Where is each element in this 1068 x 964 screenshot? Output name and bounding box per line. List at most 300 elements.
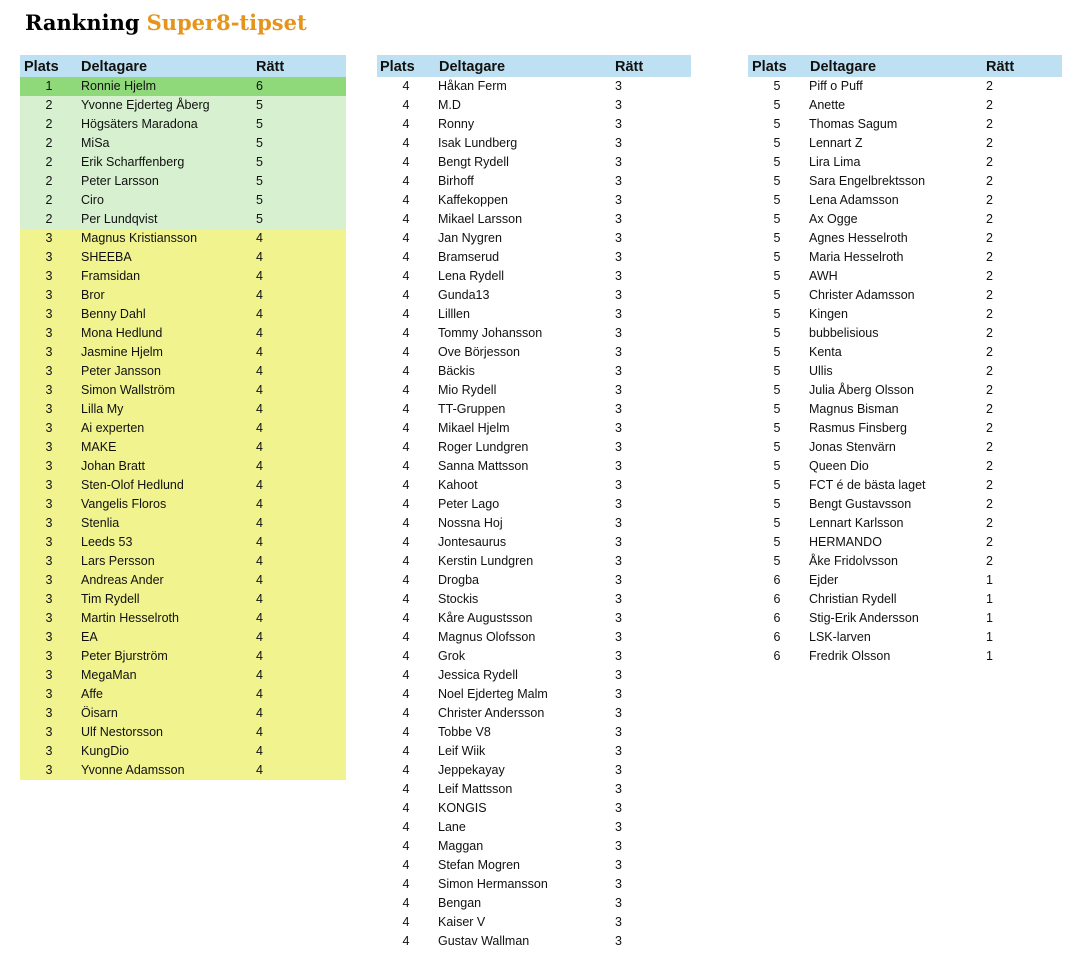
table-row — [377, 96, 691, 115]
cell-ratt: 4 — [256, 497, 263, 511]
cell-ratt: 3 — [615, 440, 622, 454]
cell-plats: 4 — [402, 725, 410, 739]
cell-plats: 5 — [773, 155, 781, 169]
table-row — [748, 267, 1062, 286]
cell-plats: 3 — [45, 402, 53, 416]
table-row — [748, 229, 1062, 248]
table-row — [377, 647, 691, 666]
cell-ratt: 2 — [986, 155, 993, 169]
cell-plats: 3 — [45, 649, 53, 663]
cell-plats: 5 — [773, 345, 781, 359]
table-row — [377, 514, 691, 533]
table-row — [20, 533, 346, 552]
cell-ratt: 2 — [986, 478, 993, 492]
cell-ratt: 3 — [615, 554, 622, 568]
cell-ratt: 2 — [986, 79, 993, 93]
cell-ratt: 2 — [986, 402, 993, 416]
table-row — [377, 438, 691, 457]
cell-plats: 3 — [45, 668, 53, 682]
cell-ratt: 3 — [615, 706, 622, 720]
cell-plats: 4 — [402, 307, 410, 321]
cell-ratt: 1 — [986, 573, 993, 587]
cell-deltagare: Martin Hesselroth — [81, 611, 179, 625]
cell-plats: 1 — [45, 79, 53, 93]
cell-deltagare: Bengt Gustavsson — [809, 497, 912, 511]
cell-deltagare: bubbelisious — [809, 326, 879, 340]
cell-plats: 3 — [45, 345, 53, 359]
header-plats: Plats — [380, 59, 415, 75]
cell-plats: 4 — [402, 79, 410, 93]
cell-ratt: 3 — [615, 535, 622, 549]
table-row — [748, 476, 1062, 495]
cell-ratt: 3 — [615, 250, 622, 264]
cell-ratt: 2 — [986, 459, 993, 473]
cell-ratt: 2 — [986, 174, 993, 188]
cell-ratt: 2 — [986, 383, 993, 397]
table-row — [20, 609, 346, 628]
cell-plats: 3 — [45, 763, 53, 777]
table-row — [748, 628, 1062, 647]
cell-ratt: 3 — [615, 117, 622, 131]
cell-deltagare: Maria Hesselroth — [809, 250, 904, 264]
cell-deltagare: Stockis — [438, 592, 479, 606]
cell-ratt: 3 — [615, 326, 622, 340]
cell-plats: 3 — [45, 383, 53, 397]
cell-deltagare: Grok — [438, 649, 466, 663]
cell-deltagare: Roger Lundgren — [438, 440, 529, 454]
cell-plats: 4 — [402, 174, 410, 188]
cell-deltagare: Kåre Augustsson — [438, 611, 533, 625]
cell-plats: 4 — [402, 706, 410, 720]
table-row — [20, 476, 346, 495]
cell-deltagare: Sara Engelbrektsson — [809, 174, 926, 188]
table-header — [748, 55, 1062, 77]
cell-plats: 4 — [402, 402, 410, 416]
cell-plats: 5 — [773, 364, 781, 378]
cell-ratt: 2 — [986, 516, 993, 530]
cell-ratt: 1 — [986, 649, 993, 663]
cell-plats: 6 — [773, 649, 781, 663]
cell-plats: 3 — [45, 725, 53, 739]
cell-ratt: 2 — [986, 193, 993, 207]
cell-ratt: 2 — [986, 345, 993, 359]
table-row — [20, 324, 346, 343]
table-row — [377, 286, 691, 305]
table-row — [377, 362, 691, 381]
cell-plats: 6 — [773, 630, 781, 644]
cell-ratt: 4 — [256, 421, 263, 435]
cell-deltagare: Kahoot — [438, 478, 478, 492]
table-row — [748, 457, 1062, 476]
table-row — [377, 77, 691, 96]
cell-deltagare: SHEEBA — [81, 250, 132, 264]
cell-deltagare: Tobbe V8 — [438, 725, 491, 739]
cell-ratt: 4 — [256, 744, 263, 758]
cell-ratt: 3 — [615, 611, 622, 625]
cell-plats: 5 — [773, 497, 781, 511]
cell-plats: 3 — [45, 364, 53, 378]
table-row — [377, 780, 691, 799]
cell-plats: 5 — [773, 516, 781, 530]
cell-deltagare: Jasmine Hjelm — [81, 345, 163, 359]
cell-deltagare: Affe — [81, 687, 104, 701]
table-row — [20, 77, 346, 96]
title-prefix: Rankning — [25, 10, 140, 35]
table-header — [377, 55, 691, 77]
cell-ratt: 2 — [986, 364, 993, 378]
header-deltagare: Deltagare — [81, 59, 148, 75]
cell-plats: 5 — [773, 535, 781, 549]
cell-ratt: 3 — [615, 668, 622, 682]
cell-ratt: 2 — [986, 269, 993, 283]
cell-ratt: 3 — [615, 269, 622, 283]
cell-ratt: 3 — [615, 592, 622, 606]
cell-ratt: 4 — [256, 535, 263, 549]
cell-ratt: 3 — [615, 763, 622, 777]
table-row — [377, 476, 691, 495]
cell-plats: 4 — [402, 573, 410, 587]
table-header — [20, 55, 346, 77]
cell-ratt: 4 — [256, 459, 263, 473]
cell-deltagare: Simon Hermansson — [438, 877, 548, 891]
cell-plats: 5 — [773, 193, 781, 207]
cell-deltagare: Tim Rydell — [81, 592, 140, 606]
cell-ratt: 4 — [256, 269, 263, 283]
cell-plats: 4 — [402, 269, 410, 283]
table-row — [377, 400, 691, 419]
table-row — [748, 153, 1062, 172]
cell-plats: 3 — [45, 478, 53, 492]
table-row — [377, 457, 691, 476]
table-row — [748, 305, 1062, 324]
table-row — [748, 381, 1062, 400]
cell-deltagare: Jonas Stenvärn — [809, 440, 896, 454]
cell-deltagare: Simon Wallström — [81, 383, 175, 397]
cell-ratt: 2 — [986, 117, 993, 131]
cell-ratt: 3 — [615, 174, 622, 188]
cell-ratt: 3 — [615, 934, 622, 948]
cell-ratt: 3 — [615, 421, 622, 435]
cell-deltagare: Framsidan — [81, 269, 141, 283]
table-row — [748, 134, 1062, 153]
cell-plats: 3 — [45, 269, 53, 283]
header-plats: Plats — [24, 59, 59, 75]
cell-plats: 4 — [402, 326, 410, 340]
table-row — [377, 932, 691, 951]
cell-deltagare: Agnes Hesselroth — [809, 231, 908, 245]
cell-plats: 5 — [773, 79, 781, 93]
cell-plats: 5 — [773, 554, 781, 568]
table-row — [748, 324, 1062, 343]
table-row — [20, 514, 346, 533]
cell-plats: 3 — [45, 744, 53, 758]
cell-deltagare: Jan Nygren — [438, 231, 502, 245]
cell-plats: 4 — [402, 839, 410, 853]
cell-deltagare: Drogba — [438, 573, 479, 587]
cell-deltagare: Peter Jansson — [81, 364, 161, 378]
cell-plats: 4 — [402, 193, 410, 207]
cell-ratt: 4 — [256, 250, 263, 264]
table-row — [748, 495, 1062, 514]
cell-plats: 4 — [402, 155, 410, 169]
cell-ratt: 4 — [256, 326, 263, 340]
table-row — [377, 742, 691, 761]
cell-ratt: 4 — [256, 478, 263, 492]
cell-plats: 3 — [45, 573, 53, 587]
cell-ratt: 3 — [615, 231, 622, 245]
cell-deltagare: Kingen — [809, 307, 848, 321]
cell-ratt: 3 — [615, 136, 622, 150]
cell-plats: 5 — [773, 307, 781, 321]
cell-deltagare: Lars Persson — [81, 554, 155, 568]
cell-ratt: 3 — [615, 858, 622, 872]
table-row — [20, 381, 346, 400]
table-row — [748, 115, 1062, 134]
cell-ratt: 4 — [256, 592, 263, 606]
cell-ratt: 2 — [986, 535, 993, 549]
cell-plats: 3 — [45, 459, 53, 473]
cell-ratt: 6 — [256, 79, 263, 93]
table-row — [20, 286, 346, 305]
table-row — [748, 590, 1062, 609]
cell-plats: 3 — [45, 611, 53, 625]
cell-ratt: 3 — [615, 345, 622, 359]
cell-deltagare: Jessica Rydell — [438, 668, 518, 682]
cell-plats: 4 — [402, 554, 410, 568]
table-row — [748, 533, 1062, 552]
table-row — [20, 343, 346, 362]
cell-deltagare: Maggan — [438, 839, 484, 853]
table-row — [20, 723, 346, 742]
cell-deltagare: Anette — [809, 98, 846, 112]
cell-plats: 3 — [45, 516, 53, 530]
cell-deltagare: Lilllen — [438, 307, 470, 321]
cell-ratt: 3 — [615, 497, 622, 511]
cell-ratt: 4 — [256, 611, 263, 625]
cell-deltagare: Johan Bratt — [81, 459, 145, 473]
cell-plats: 4 — [402, 117, 410, 131]
cell-ratt: 2 — [986, 326, 993, 340]
cell-plats: 4 — [402, 497, 410, 511]
table-row — [20, 400, 346, 419]
cell-plats: 4 — [402, 212, 410, 226]
cell-ratt: 2 — [986, 554, 993, 568]
cell-deltagare: Peter Bjurström — [81, 649, 168, 663]
cell-plats: 3 — [45, 307, 53, 321]
cell-ratt: 3 — [615, 98, 622, 112]
cell-deltagare: Lira Lima — [809, 155, 861, 169]
cell-deltagare: Ronnie Hjelm — [81, 79, 157, 93]
table-row — [377, 723, 691, 742]
cell-ratt: 1 — [986, 592, 993, 606]
table-row — [377, 571, 691, 590]
table-row — [748, 362, 1062, 381]
cell-plats: 2 — [45, 98, 53, 112]
cell-ratt: 4 — [256, 364, 263, 378]
cell-plats: 5 — [773, 459, 781, 473]
table-row — [377, 343, 691, 362]
cell-ratt: 5 — [256, 174, 263, 188]
table-row — [20, 172, 346, 191]
table-row — [748, 77, 1062, 96]
cell-plats: 4 — [402, 649, 410, 663]
cell-deltagare: Lennart Z — [809, 136, 863, 150]
cell-deltagare: MAKE — [81, 440, 117, 454]
cell-plats: 3 — [45, 592, 53, 606]
cell-ratt: 3 — [615, 801, 622, 815]
cell-plats: 6 — [773, 573, 781, 587]
cell-deltagare: Ai experten — [81, 421, 145, 435]
cell-ratt: 3 — [615, 744, 622, 758]
cell-plats: 2 — [45, 174, 53, 188]
table-row — [20, 552, 346, 571]
table-row — [20, 419, 346, 438]
cell-deltagare: Lena Adamsson — [809, 193, 899, 207]
cell-deltagare: Noel Ejderteg Malm — [438, 687, 548, 701]
table-row — [377, 210, 691, 229]
cell-deltagare: Leeds 53 — [81, 535, 133, 549]
cell-plats: 5 — [773, 250, 781, 264]
cell-deltagare: Julia Åberg Olsson — [809, 383, 914, 397]
table-row — [20, 704, 346, 723]
cell-deltagare: Tommy Johansson — [438, 326, 543, 340]
table-row — [20, 666, 346, 685]
cell-plats: 4 — [402, 421, 410, 435]
page-title — [25, 9, 307, 37]
cell-deltagare: Ax Ogge — [809, 212, 858, 226]
cell-deltagare: Kaiser V — [438, 915, 486, 929]
table-row — [748, 571, 1062, 590]
table-row — [748, 438, 1062, 457]
table-row — [377, 761, 691, 780]
cell-deltagare: Leif Mattsson — [438, 782, 513, 796]
cell-plats: 4 — [402, 136, 410, 150]
header-ratt: Rätt — [615, 59, 644, 75]
cell-plats: 4 — [402, 478, 410, 492]
cell-ratt: 3 — [615, 459, 622, 473]
cell-ratt: 2 — [986, 231, 993, 245]
cell-ratt: 3 — [615, 288, 622, 302]
cell-deltagare: Kaffekoppen — [438, 193, 508, 207]
cell-ratt: 3 — [615, 364, 622, 378]
cell-plats: 5 — [773, 212, 781, 226]
cell-deltagare: Stig-Erik Andersson — [809, 611, 919, 625]
table-row — [377, 229, 691, 248]
cell-deltagare: Bengt Rydell — [438, 155, 509, 169]
cell-ratt: 3 — [615, 725, 622, 739]
cell-ratt: 2 — [986, 98, 993, 112]
table-row — [377, 153, 691, 172]
cell-ratt: 4 — [256, 307, 263, 321]
cell-ratt: 1 — [986, 611, 993, 625]
cell-ratt: 2 — [986, 212, 993, 226]
cell-ratt: 3 — [615, 193, 622, 207]
cell-deltagare: Jontesaurus — [438, 535, 507, 549]
header-ratt: Rätt — [256, 59, 285, 75]
cell-deltagare: Sanna Mattsson — [438, 459, 529, 473]
table-row — [377, 609, 691, 628]
table-row — [377, 685, 691, 704]
cell-deltagare: Ullis — [809, 364, 833, 378]
cell-deltagare: Piff o Puff — [809, 79, 863, 93]
table-row — [377, 913, 691, 932]
header-deltagare: Deltagare — [810, 59, 877, 75]
cell-plats: 4 — [402, 592, 410, 606]
table-row — [20, 742, 346, 761]
table-row — [748, 419, 1062, 438]
cell-plats: 5 — [773, 269, 781, 283]
cell-deltagare: Mio Rydell — [438, 383, 497, 397]
table-row — [20, 590, 346, 609]
cell-deltagare: Högsäters Maradona — [81, 117, 198, 131]
cell-plats: 4 — [402, 744, 410, 758]
cell-ratt: 4 — [256, 345, 263, 359]
cell-ratt: 4 — [256, 516, 263, 530]
cell-plats: 4 — [402, 763, 410, 777]
table-row — [20, 229, 346, 248]
cell-deltagare: Håkan Ferm — [438, 79, 507, 93]
table-row — [377, 666, 691, 685]
cell-deltagare: MegaMan — [81, 668, 137, 682]
cell-deltagare: EA — [81, 630, 98, 644]
table-row — [377, 894, 691, 913]
header-plats: Plats — [752, 59, 787, 75]
cell-deltagare: Gunda13 — [438, 288, 490, 302]
cell-ratt: 3 — [615, 649, 622, 663]
table-row — [20, 96, 346, 115]
table-row — [20, 210, 346, 229]
table-row — [20, 134, 346, 153]
table-row — [20, 191, 346, 210]
cell-plats: 4 — [402, 231, 410, 245]
cell-plats: 3 — [45, 326, 53, 340]
cell-plats: 4 — [402, 611, 410, 625]
cell-plats: 3 — [45, 250, 53, 264]
cell-ratt: 5 — [256, 155, 263, 169]
cell-deltagare: Lane — [438, 820, 466, 834]
cell-deltagare: MiSa — [81, 136, 110, 150]
cell-deltagare: Christer Adamsson — [809, 288, 915, 302]
cell-deltagare: Ulf Nestorsson — [81, 725, 163, 739]
cell-plats: 5 — [773, 174, 781, 188]
cell-plats: 3 — [45, 535, 53, 549]
table-row — [20, 457, 346, 476]
cell-plats: 5 — [773, 117, 781, 131]
cell-ratt: 2 — [986, 497, 993, 511]
cell-deltagare: Magnus Kristiansson — [81, 231, 198, 245]
cell-plats: 4 — [402, 535, 410, 549]
cell-ratt: 4 — [256, 440, 263, 454]
header-ratt: Rätt — [986, 59, 1015, 75]
cell-plats: 4 — [402, 801, 410, 815]
cell-plats: 3 — [45, 421, 53, 435]
cell-ratt: 4 — [256, 725, 263, 739]
cell-ratt: 4 — [256, 687, 263, 701]
cell-ratt: 4 — [256, 402, 263, 416]
cell-ratt: 5 — [256, 212, 263, 226]
table-row — [20, 115, 346, 134]
cell-deltagare: AWH — [809, 269, 838, 283]
cell-ratt: 4 — [256, 668, 263, 682]
table-row — [20, 761, 346, 780]
table-row — [20, 153, 346, 172]
cell-deltagare: Åke Fridolvsson — [809, 554, 898, 568]
cell-deltagare: Stefan Mogren — [438, 858, 520, 872]
cell-deltagare: Yvonne Ejderteg Åberg — [81, 98, 210, 112]
table-row — [377, 533, 691, 552]
cell-deltagare: Nossna Hoj — [438, 516, 503, 530]
cell-ratt: 2 — [986, 136, 993, 150]
